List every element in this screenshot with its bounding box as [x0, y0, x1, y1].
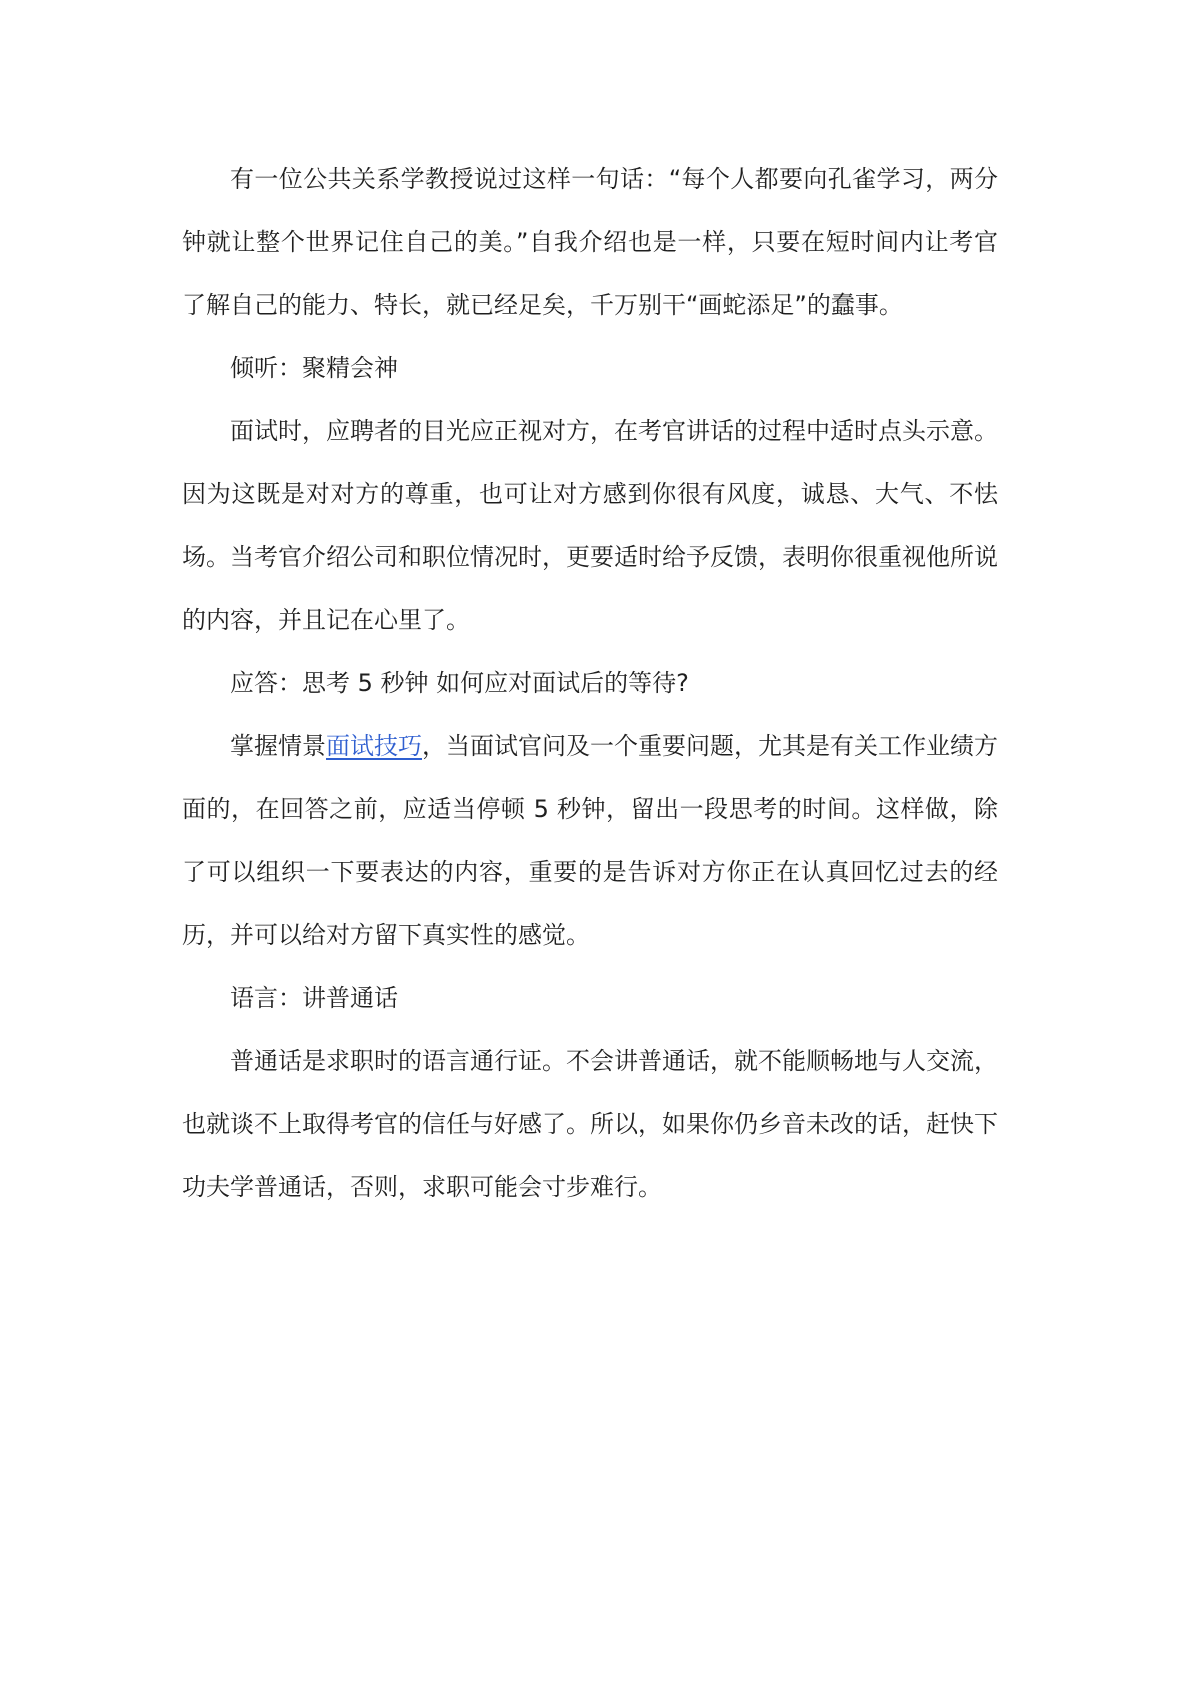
paragraph-answering — [182, 715, 998, 967]
paragraph-answering-intro: 掌握情景 — [230, 732, 326, 760]
paragraph-answering-body: ，当面试官问及一个重要问题，尤其是有关工作业绩方面的，在回答之前，应适当停顿 5 秒钟，留出一段思考的时间。这样做，除了可以组织一下要表达的内容，重要的是告诉对方你正在认真回忆过去的经历，并可以给对方留下真实性的感觉。 — [182, 732, 998, 949]
paragraph-language: 普通话是求职时的语言通行证。不会讲普通话，就不能顺畅地与人交流，也就谈不上取得考官的信任与好感了。所以，如果你仍乡音未改的话，赶快下功夫学普通话，否则，求职可能会寸步难行。 — [182, 1047, 998, 1201]
heading-language: 语言：讲普通话 — [230, 984, 398, 1012]
heading-listening: 倾听：聚精会神 — [230, 354, 398, 382]
document-body — [182, 148, 998, 1219]
heading-answering: 应答：思考 5 秒钟 如何应对面试后的等待? — [230, 669, 689, 697]
paragraph-self-introduction: 有一位公共关系学教授说过这样一句话：“每个人都要向孔雀学习，两分钟就让整个世界记住自己的美。”自我介绍也是一样，只要在短时间内让考官了解自己的能力、特长，就已经足矣，千万别干“画蛇添足”的蠢事。 — [182, 165, 998, 319]
interview-skills-link[interactable]: 面试技巧 — [326, 732, 422, 760]
paragraph-listening: 面试时，应聘者的目光应正视对方，在考官讲话的过程中适时点头示意。因为这既是对对方的尊重，也可让对方感到你很有风度，诚恳、大气、不怯场。当考官介绍公司和职位情况时，更要适时给予反馈，表明你很重视他所说的内容，并且记在心里了。 — [182, 417, 998, 634]
